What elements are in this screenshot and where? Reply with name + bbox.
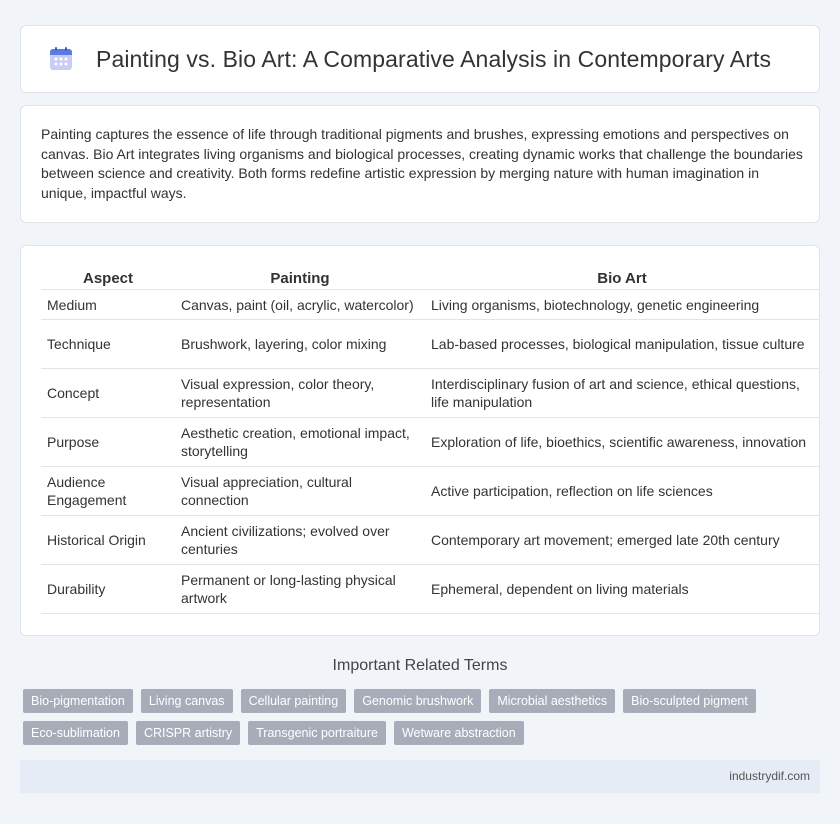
- table-row: [41, 418, 819, 467]
- page-title: Painting vs. Bio Art: A Comparative Analysis in Contemporary Arts: [96, 46, 772, 72]
- table-cell: Medium: [41, 290, 175, 320]
- related-term-tag[interactable]: Living canvas: [141, 689, 233, 713]
- table-cell: Contemporary art movement; emerged late 20th century: [425, 516, 819, 565]
- table-cell: Living organisms, biotechnology, genetic engineering: [425, 290, 819, 320]
- footer: [20, 760, 820, 793]
- table-cell: Lab-based processes, biological manipulation, tissue culture: [425, 320, 819, 369]
- table-cell: Visual appreciation, cultural connection: [175, 467, 425, 516]
- column-header: Painting: [175, 264, 425, 290]
- table-cell: Ancient civilizations; evolved over centuries: [175, 516, 425, 565]
- table-cell: Active participation, reflection on life sciences: [425, 467, 819, 516]
- table-cell: Brushwork, layering, color mixing: [175, 320, 425, 369]
- column-header: Aspect: [41, 264, 175, 290]
- table-cell: Interdisciplinary fusion of art and science, ethical questions, life manipulation: [425, 369, 819, 418]
- column-header: Bio Art: [425, 264, 819, 290]
- table-cell: Durability: [41, 565, 175, 614]
- table-cell: Visual expression, color theory, representation: [175, 369, 425, 418]
- related-terms-list: [23, 689, 813, 745]
- related-term-tag[interactable]: Microbial aesthetics: [489, 689, 615, 713]
- table-row: [41, 516, 819, 565]
- table-cell: Ephemeral, dependent on living materials: [425, 565, 819, 614]
- related-term-tag[interactable]: Cellular painting: [241, 689, 347, 713]
- related-term-tag[interactable]: CRISPR artistry: [136, 721, 240, 745]
- comparison-table-card: [20, 245, 820, 636]
- related-term-tag[interactable]: Eco-sublimation: [23, 721, 128, 745]
- table-row: [41, 320, 819, 369]
- table-cell: Concept: [41, 369, 175, 418]
- table-cell: Technique: [41, 320, 175, 369]
- related-term-tag[interactable]: Wetware abstraction: [394, 721, 524, 745]
- table-row: [41, 369, 819, 418]
- related-term-tag[interactable]: Bio-sculpted pigment: [623, 689, 756, 713]
- intro-paragraph: Painting captures the essence of life through traditional pigments and brushes, expressing emotions and perspectives on canvas. Bio Art integrates living organisms and biological processes, creating dynamic works that challenge the boundaries between science and creativity. Both forms redefine artistic expression by merging nature with human imagination in unique, impactful ways.: [41, 126, 803, 201]
- table-cell: Purpose: [41, 418, 175, 467]
- comparison-table: [41, 264, 819, 614]
- related-term-tag[interactable]: Genomic brushwork: [354, 689, 481, 713]
- table-row: [41, 290, 819, 320]
- table-cell: Permanent or long-lasting physical artwork: [175, 565, 425, 614]
- footer-site-link[interactable]: industrydif.com: [729, 769, 810, 783]
- table-cell: Aesthetic creation, emotional impact, storytelling: [175, 418, 425, 467]
- related-term-tag[interactable]: Transgenic portraiture: [248, 721, 386, 745]
- table-cell: Exploration of life, bioethics, scientific awareness, innovation: [425, 418, 819, 467]
- table-header-row: [41, 264, 819, 290]
- table-row: [41, 467, 819, 516]
- table-cell: Historical Origin: [41, 516, 175, 565]
- related-term-tag[interactable]: Bio-pigmentation: [23, 689, 133, 713]
- header-card: [20, 25, 820, 93]
- related-terms-title: Important Related Terms: [332, 657, 508, 674]
- table-row: [41, 565, 819, 614]
- calendar-icon: [48, 46, 74, 72]
- intro-card: [20, 105, 820, 223]
- table-cell: Audience Engagement: [41, 467, 175, 516]
- table-cell: Canvas, paint (oil, acrylic, watercolor): [175, 290, 425, 320]
